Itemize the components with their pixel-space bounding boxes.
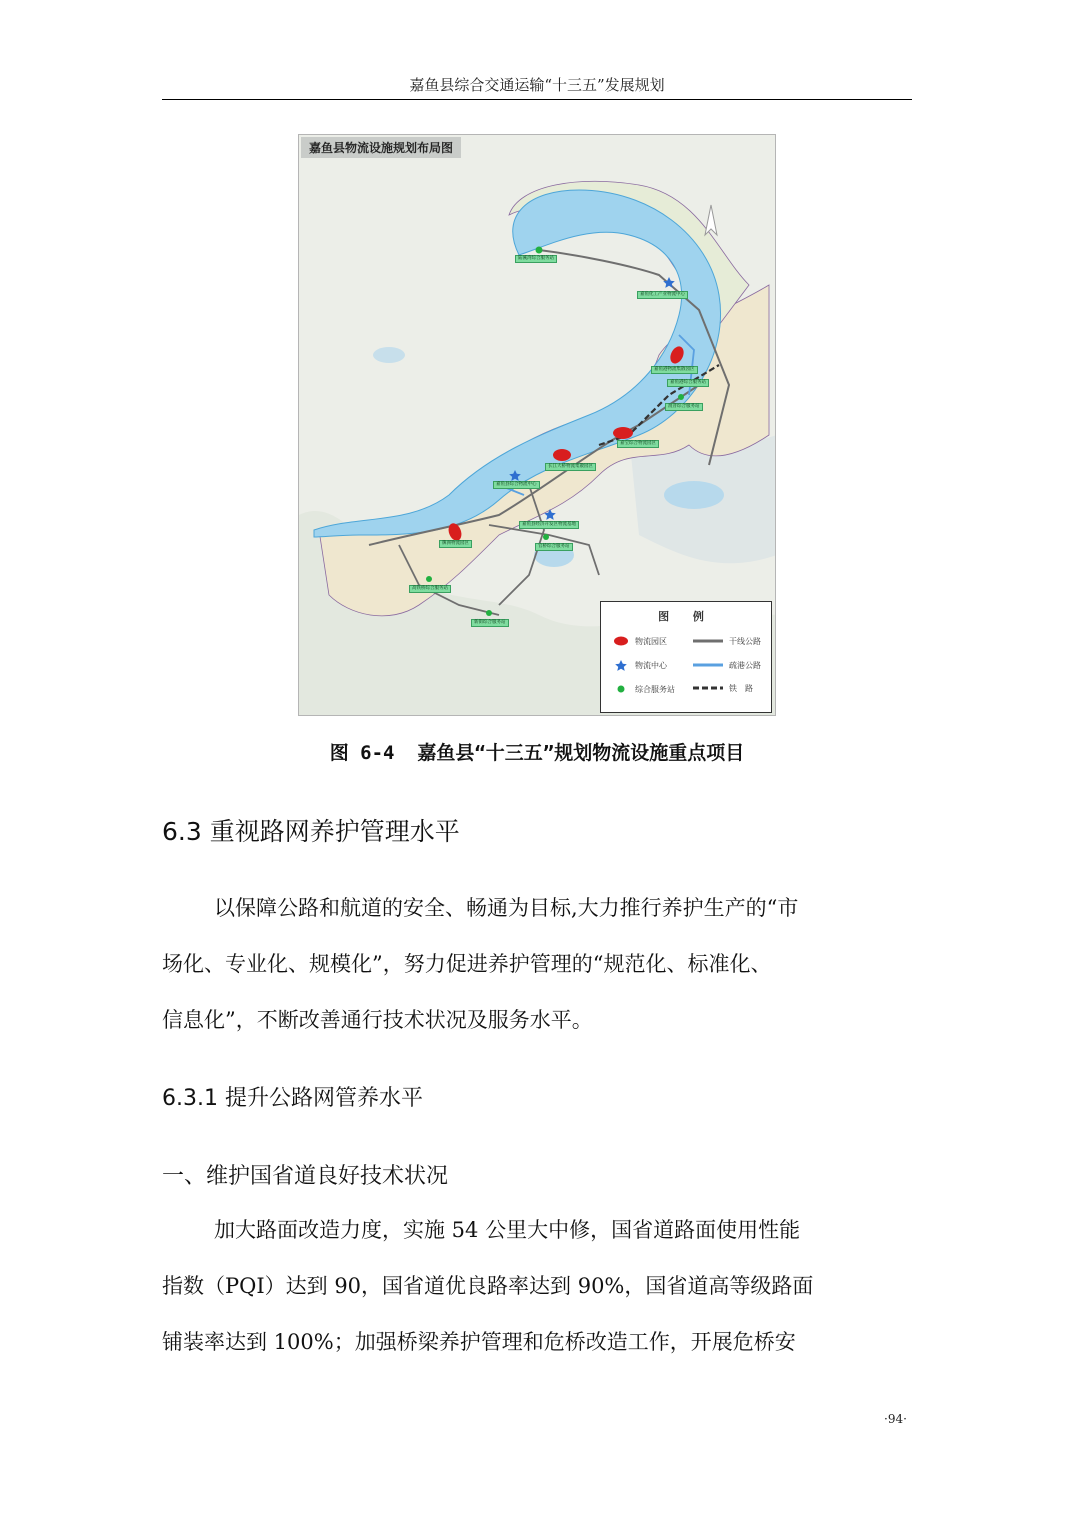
legend-label: 综合服务站 bbox=[635, 685, 675, 694]
paragraph-line: 以保障公路和航道的安全、畅通为目标,大力推行养护生产的“市 bbox=[214, 896, 799, 920]
page-number: ·94· bbox=[884, 1412, 907, 1426]
marker-label: 嘉鱼化工产业物流中心 bbox=[637, 291, 688, 299]
marker-label: 嘉鱼港物流集散园区 bbox=[651, 366, 698, 374]
page-header: 嘉鱼县综合交通运输“十三五”发展规划 bbox=[409, 76, 665, 94]
marker-label: 陆溪湾综合服务站 bbox=[515, 255, 557, 263]
paragraph-line: 场化、专业化、规模化”，努力促进养护管理的“规范化、标准化、 bbox=[162, 952, 772, 976]
marker-label: 嘉鱼县综合物流中心 bbox=[493, 481, 540, 489]
marker-label: 官桥综合服务站 bbox=[535, 543, 573, 551]
legend-title: 图 例 bbox=[658, 610, 714, 623]
marker-label: 高铁桥综合服务站 bbox=[409, 585, 451, 593]
paragraph-line: 加大路面改造力度，实施 54 公里大中修，国省道路面使用性能 bbox=[214, 1218, 801, 1242]
legend-label: 铁 路 bbox=[729, 684, 753, 693]
marker-label: 嘉鱼港综合服务站 bbox=[667, 379, 709, 387]
map-title: 嘉鱼县物流设施规划布局图 bbox=[301, 137, 461, 158]
legend-label: 干线公路 bbox=[729, 637, 761, 646]
paragraph-1 bbox=[162, 880, 912, 1048]
paragraph-line: 信息化”，不断改善通行技术状况及服务水平。 bbox=[162, 1008, 593, 1032]
legend-center-symbol bbox=[615, 660, 627, 671]
legend-station-symbol bbox=[618, 686, 625, 693]
subsubsection-heading: 一、维护国省道良好技术状况 bbox=[162, 1164, 449, 1189]
subsection-heading: 6.3.1 提升公路网管养水平 bbox=[162, 1086, 423, 1111]
marker-label: 渡普综合服务站 bbox=[665, 403, 703, 411]
paragraph-2 bbox=[162, 1202, 912, 1370]
paragraph-line: 铺装率达到 100%；加强桥梁养护管理和危桥改造工作，开展危桥安 bbox=[162, 1330, 796, 1354]
header-rule bbox=[162, 99, 912, 100]
section-heading: 6.3 重视路网养护管理水平 bbox=[162, 817, 460, 846]
marker-label: 新街综合服务站 bbox=[471, 619, 509, 627]
marker-label: 嘉宝综合物流园区 bbox=[617, 440, 659, 448]
legend-label: 物流园区 bbox=[635, 637, 667, 646]
legend-label: 疏港公路 bbox=[729, 661, 761, 670]
legend-park-symbol bbox=[614, 637, 628, 646]
marker-label: 嘉鱼县经济开发区物流基地 bbox=[519, 521, 579, 529]
paragraph-line: 指数（PQI）达到 90，国省道优良路率达到 90%，国省道高等级路面 bbox=[162, 1274, 814, 1298]
legend-label: 物流中心 bbox=[635, 661, 667, 670]
figure-caption: 图 6-4 嘉鱼县“十三五”规划物流设施重点项目 bbox=[329, 742, 745, 764]
map-figure bbox=[298, 134, 776, 716]
marker-label: 长江大桥物流集散园区 bbox=[545, 463, 596, 471]
marker-label: 簰洲物流园区 bbox=[439, 540, 472, 548]
map-legend bbox=[600, 601, 772, 713]
legend-symbols bbox=[601, 602, 773, 714]
